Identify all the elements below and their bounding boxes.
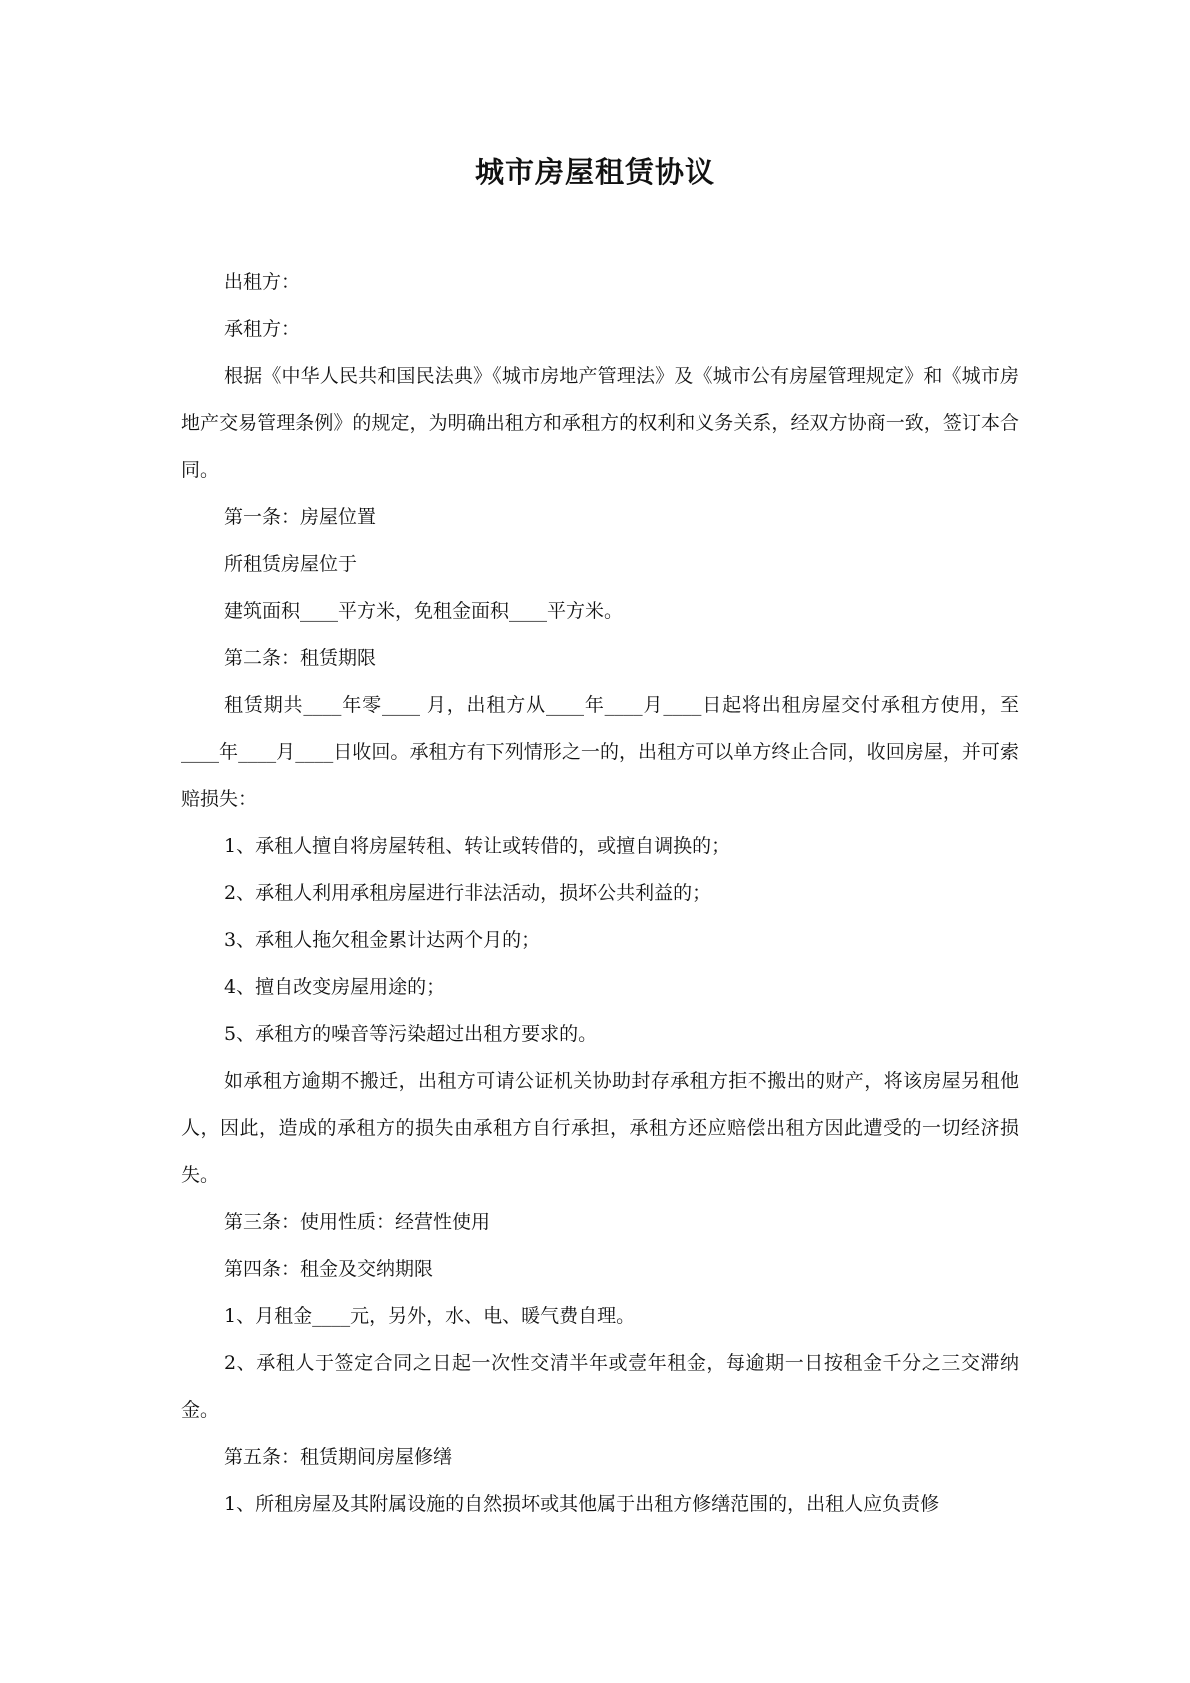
rent-item-1: 1、月租金____元，另外，水、电、暖气费自理。 xyxy=(224,1305,636,1327)
document-title: 城市房屋租赁协议 xyxy=(474,155,715,189)
termination-item-5: 5、承租方的噪音等污染超过出租方要求的。 xyxy=(224,1023,598,1045)
preamble-paragraph: 根据《中华人民共和国民法典》《城市房地产管理法》及《城市公有房屋管理规定》和《城市房地产交易管理条例》的规定，为明确出租方和承租方的权利和义务关系，经双方协商一致，签订本合同。 xyxy=(181,365,1019,481)
rent-item-2: 2、承租人于签定合同之日起一次性交清半年或壹年租金，每逾期一日按租金千分之三交滞纳金。 xyxy=(181,1352,1019,1421)
property-location-line: 所租赁房屋位于 xyxy=(224,553,358,575)
overdue-eviction-paragraph: 如承租方逾期不搬迁，出租方可请公证机关协助封存承租方拒不搬出的财产，将该房屋另租他人，因此，造成的承租方的损失由承租方自行承担，承租方还应赔偿出租方因此遭受的一切经济损失。 xyxy=(181,1070,1019,1186)
article-3-heading: 第三条：使用性质：经营性使用 xyxy=(224,1211,491,1233)
termination-item-3: 3、承租人拖欠租金累计达两个月的； xyxy=(224,929,541,951)
repair-item-1: 1、所租房屋及其附属设施的自然损坏或其他属于出租方修缮范围的，出租人应负责修 xyxy=(224,1493,940,1515)
termination-item-1: 1、承租人擅自将房屋转租、转让或转借的，或擅自调换的； xyxy=(224,835,731,857)
document-body xyxy=(181,259,1019,1528)
termination-item-4: 4、擅自改变房屋用途的； xyxy=(224,976,446,998)
article-4-heading: 第四条：租金及交纳期限 xyxy=(224,1258,434,1280)
lease-term-paragraph: 租赁期共____年零____ 月，出租方从____年____月____日起将出租房屋交付承租方使用，至____年____月____日收回。承租方有下列情形之一的，出租方可以单方终止合同，收回房屋，并可索赔损失： xyxy=(181,694,1019,810)
lessee-line: 承租方： xyxy=(224,318,301,340)
article-1-heading: 第一条：房屋位置 xyxy=(224,506,377,528)
article-5-heading: 第五条：租赁期间房屋修缮 xyxy=(224,1446,453,1468)
termination-item-2: 2、承租人利用承租房屋进行非法活动，损坏公共利益的； xyxy=(224,882,712,904)
lessor-line: 出租方： xyxy=(224,271,301,293)
article-2-heading: 第二条：租赁期限 xyxy=(224,647,377,669)
property-area-line: 建筑面积____平方米，免租金面积____平方米。 xyxy=(224,600,624,622)
